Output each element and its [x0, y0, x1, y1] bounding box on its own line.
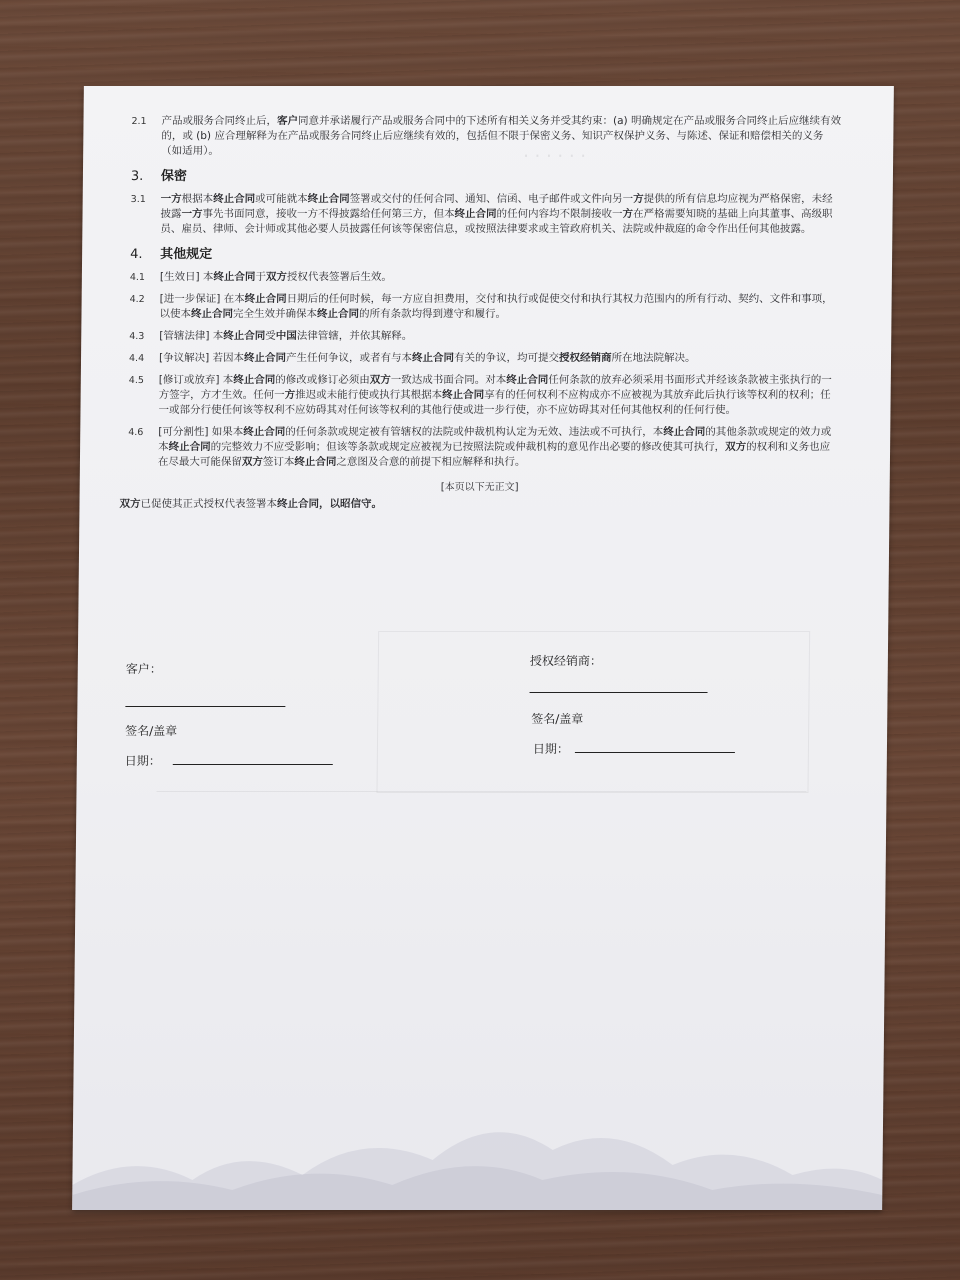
clause-text: 的权利和义务也应在尽最大可能保留: [157, 441, 831, 468]
clause-4-3: [121, 329, 841, 344]
customer-name-line[interactable]: [125, 706, 285, 707]
clause-number: 4.2: [129, 294, 145, 305]
mountain-watermark: [72, 1090, 883, 1210]
clause-text: 受: [265, 330, 276, 342]
clause-text: 于: [255, 271, 266, 283]
term-customer: 客户: [276, 115, 299, 127]
clause-text: [可分割性] 如果本: [158, 426, 244, 438]
term: 终止合同: [244, 293, 287, 305]
term: 双方: [241, 456, 264, 468]
clause-text: 的其他条款或规定的效力或本: [158, 426, 832, 453]
term: 双方: [725, 441, 747, 453]
term: 双方: [119, 498, 141, 510]
section-heading-confidentiality: [123, 169, 843, 184]
bleed-through-text: · · · · · ·: [523, 146, 587, 167]
clause-text: 的修改或修订必须由: [275, 374, 370, 386]
clause-text: [争议解决] 若因本: [158, 352, 245, 364]
clause-number: 4.1: [129, 272, 146, 283]
signature-block: [124, 654, 826, 808]
clause-text: 在严格需要知晓的基础上向其董事、高级职员、雇员、律师、会计师或其他必要人员披露任何该等保密信息，或按照法律要求或主管政府机关、法院或仲裁庭的命令作出任何其他披露。: [160, 208, 833, 235]
clause-text: 根据本: [181, 193, 214, 205]
clause-4-4: [121, 351, 841, 366]
customer-date-label: 日期：: [124, 754, 161, 768]
dealer-label: 授权经销商：: [529, 654, 602, 668]
term: 方: [633, 193, 644, 205]
term: 终止合同: [213, 193, 256, 205]
dealer-date-line[interactable]: [575, 752, 735, 753]
clause-text: 完全生效并确保本: [232, 308, 318, 320]
customer-label: 客户：: [125, 662, 162, 676]
term: 终止合同: [294, 456, 337, 468]
clause-4-6: [120, 425, 840, 470]
term: 终止合同: [243, 426, 286, 438]
clause-text: [生效日] 本: [159, 271, 214, 283]
clause-text: 享有的任何权利不应构成亦不应被视为其放弃此后执行该等权利的权利；任一或部分行使任何该等权利不应妨碍其对任何该等权利的其他行使或进一步行使，亦不应妨碍其对任何其他权利的任何行使。: [158, 389, 831, 416]
section-title: 其他规定: [160, 247, 213, 262]
term: 终止合同: [168, 441, 211, 453]
section-number: 3.: [130, 169, 144, 184]
clause-number: 4.5: [128, 375, 144, 386]
customer-date-line[interactable]: [173, 764, 333, 765]
clause-text: 的完整效力不应受影响；但该等条款或规定应被视为已按照法院或仲裁机构的意见作出必要的修改使其可执行，: [210, 441, 726, 453]
clause-4-2: [121, 292, 841, 322]
clause-text: 提供的所有信息均应视为严格保密，未经披露: [160, 193, 833, 220]
term: 终止合同: [307, 193, 350, 205]
clause-text: 或可能就本: [255, 193, 308, 205]
end-of-text-note: [本页以下无正文]: [440, 482, 519, 493]
term: 终止合同: [233, 374, 276, 386]
dealer-sign-stamp-label: 签名/盖章: [531, 712, 584, 726]
witness-statement: [119, 497, 839, 512]
section-title: 保密: [160, 169, 188, 184]
term: 双方: [369, 374, 391, 386]
term: 终止合同: [316, 308, 360, 320]
clause-3-1: [122, 192, 842, 237]
clause-text: [管辖法律] 本: [159, 330, 224, 342]
section-number: 4.: [130, 247, 143, 262]
clause-text: 之意图及合意的前提下相应解释和执行。: [336, 456, 526, 468]
clause-number: 2.1: [131, 116, 147, 127]
term: 方: [622, 208, 634, 220]
clause-text: [进一步保证] 在本: [159, 293, 245, 305]
clause-text: 所在地法院解决。: [611, 352, 696, 364]
clause-text: 授权代表签署后生效。: [286, 271, 392, 283]
term: 终止合同: [442, 389, 485, 401]
clause-number: 4.6: [128, 427, 144, 438]
clause-text: 推迟或未能行使或执行其根据本: [295, 389, 443, 401]
clause-text: [修订或放弃] 本: [158, 374, 234, 386]
clause-text: 的所有条款均得到遵守和履行。: [358, 308, 507, 320]
clause-2-1: [123, 114, 843, 159]
term: 终止合同: [276, 498, 320, 510]
term: 终止合同: [223, 330, 266, 342]
term: 终止合同: [663, 426, 706, 438]
contract-body: [119, 114, 843, 512]
term: 双方: [265, 271, 287, 283]
term: 终止合同: [190, 308, 234, 320]
clause-text: 法律管辖，并依其解释。: [296, 330, 413, 342]
clause-text: 签订本: [262, 456, 295, 468]
clause-text: 产生任何争议，或者有与本: [286, 352, 413, 364]
clause-text: 日期后的任何时候，每一方应自担费用，交付和执行或促使交付和执行其权力范围内的所有行动、契约、文件和事项，以使本: [159, 293, 833, 320]
clause-4-5: [120, 373, 840, 418]
clause-text: 一致达成书面合同。对本: [390, 374, 507, 386]
clause-text: 同意并承诺履行产品或服务合同中的下述所有相关义务并受其约束：(a) 明确规定在产品或服务合同终止后应继续有效的，或 (b) 应合理解释为在产品或服务合同终止后应继续有效的，包括但不限于保密义务、知识产权保护义务、与陈述、保证和赔偿相关的义务（如适用）。: [161, 115, 842, 157]
term: 终止合同: [213, 271, 256, 283]
term: 一方: [181, 208, 203, 220]
clause-number: 4.3: [129, 331, 145, 342]
clause-text: 有关的争议，均可提交: [454, 352, 560, 364]
clause-text: 的任何内容均不限制接收一: [496, 208, 623, 220]
clause-text: 的任何条款或规定被有管辖权的法院或仲裁机构认定为无效、违法或不可执行，本: [285, 426, 664, 438]
clause-number: 3.1: [130, 194, 146, 205]
clause-text: ，以昭信守。: [318, 498, 383, 510]
term: 终止合同: [412, 352, 455, 364]
contract-page: [72, 86, 894, 1210]
customer-sign-stamp-label: 签名/盖章: [125, 724, 178, 738]
term: 终止合同: [244, 352, 287, 364]
section-heading-other-provisions: [122, 247, 842, 262]
bleed-through-block: [154, 791, 807, 1032]
clause-number: 4.4: [128, 353, 145, 364]
term: 方: [284, 389, 296, 401]
clause-text: 签署或交付的任何合同、通知、信函、电子邮件或文件向另一: [349, 193, 634, 205]
term: 授权经销商: [559, 352, 612, 364]
dealer-date-label: 日期：: [532, 742, 570, 756]
dealer-name-line[interactable]: [530, 692, 708, 693]
clause-text: 任何条款的放弃必须采用书面形式并经该条款被主张执行的一方签字，方才生效。任何一: [158, 374, 832, 401]
term: 终止合同: [506, 374, 549, 386]
clause-text: 已促使其正式授权代表签署本: [140, 498, 278, 510]
clause-text: 产品或服务合同终止后，: [161, 115, 278, 127]
term: 中国: [275, 330, 297, 342]
clause-text: 事先书面同意，接收一方不得披露给任何第三方，但本: [202, 208, 455, 220]
term: 终止合同: [454, 208, 497, 220]
clause-4-1: [122, 270, 842, 285]
term: 一方: [160, 193, 182, 205]
